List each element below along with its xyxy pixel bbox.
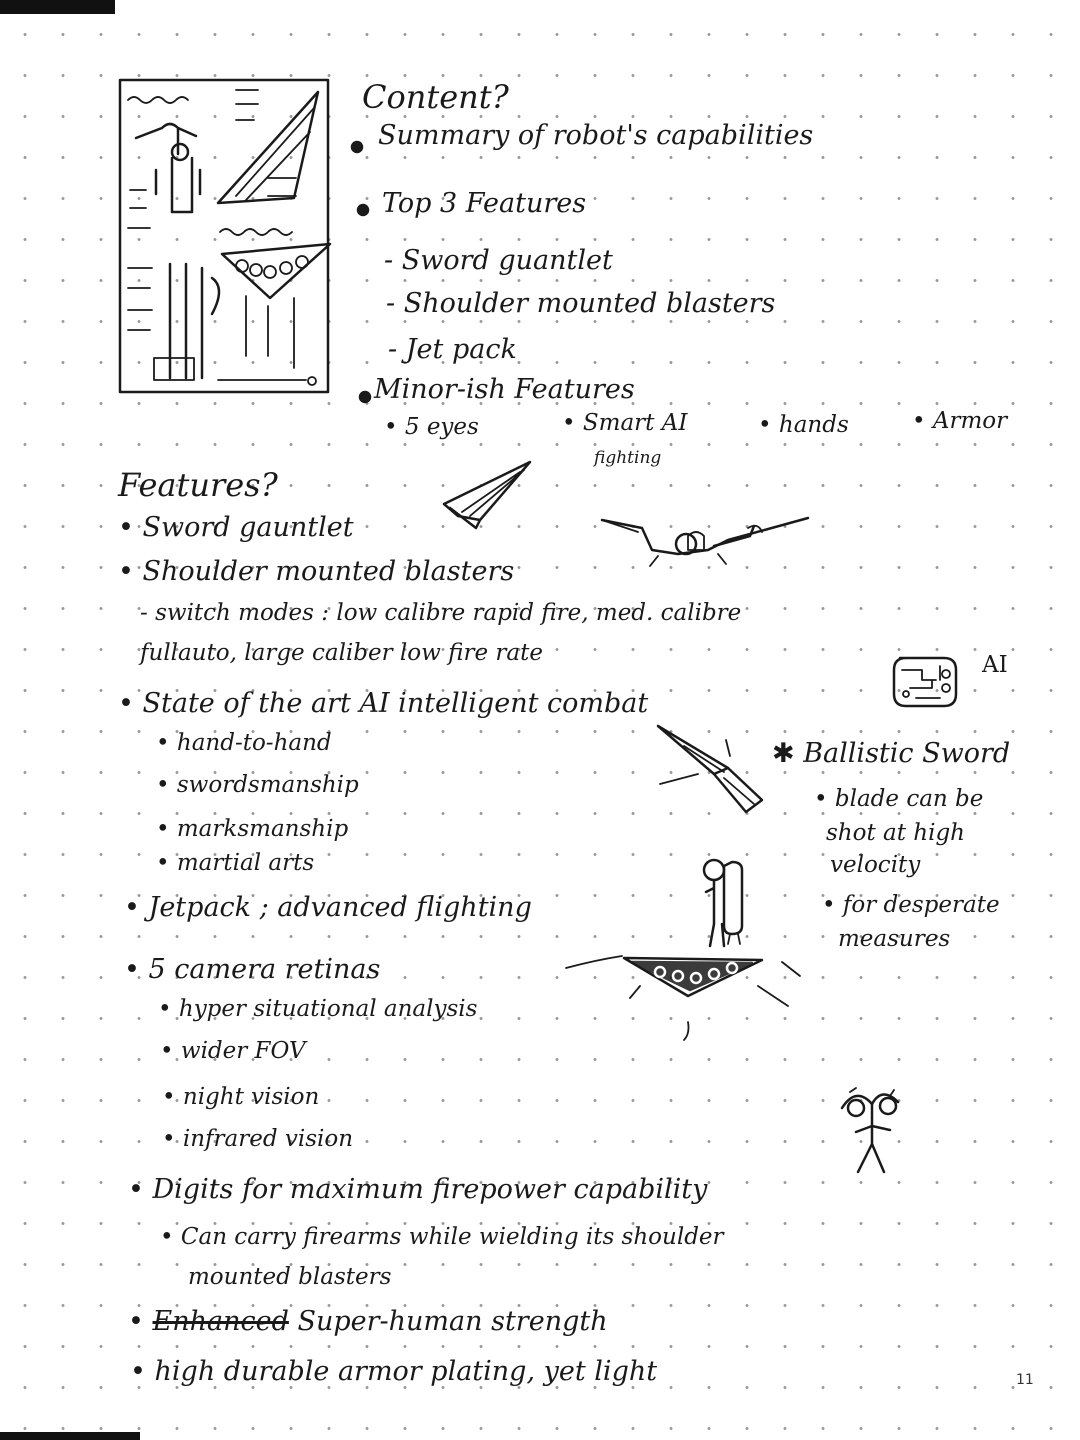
- strength-text: Super-human strength: [297, 1306, 608, 1337]
- ballistic-sword-sketch: [654, 722, 770, 820]
- feature-camera-retinas: • 5 camera retinas: [124, 954, 381, 985]
- ballistic-note-5: measures: [838, 926, 951, 952]
- shoulder-blasters-sketch: [598, 510, 818, 576]
- bullet-icon: [358, 390, 372, 404]
- camera-item-situational: • hyper situational analysis: [158, 996, 478, 1022]
- ai-item-swordsmanship: • swordsmanship: [156, 772, 359, 798]
- top3-item-1: - Sword guantlet: [384, 245, 613, 276]
- jetpack-sketch: [700, 854, 760, 952]
- digits-sub-1: • Can carry firearms while wielding its shoulder: [160, 1224, 724, 1250]
- switch-modes-line: - switch modes : low calibre rapid fire, med. calibre: [140, 600, 742, 626]
- feature-shoulder-blasters: • Shoulder mounted blasters: [118, 556, 515, 587]
- ballistic-sword-title: Ballistic Sword: [803, 738, 1011, 769]
- minor-ai: • Smart AI: [562, 410, 688, 436]
- ballistic-note-4: • for desperate: [822, 892, 1000, 918]
- summary-bullet: Summary of robot's capabilities: [378, 120, 814, 151]
- feature-sword-gauntlet: • Sword gauntlet: [118, 512, 354, 543]
- top3-item-3: - Jet pack: [388, 334, 517, 365]
- ai-item-marksmanship: • marksmanship: [156, 816, 349, 842]
- ai-chip-icon: [886, 650, 970, 716]
- switch-modes-line-2: fullauto, large caliber low fire rate: [140, 640, 543, 666]
- ballistic-note-1: • blade can be: [814, 786, 984, 812]
- feature-digits: • Digits for maximum firepower capability: [128, 1174, 708, 1205]
- content-heading: Content?: [362, 78, 509, 116]
- bullet-dot: •: [128, 1306, 153, 1337]
- ai-chip-label: AI: [982, 652, 1008, 678]
- top3-bullet: Top 3 Features: [382, 188, 587, 219]
- feature-strength: [128, 1306, 608, 1337]
- bullet-icon: [356, 203, 370, 217]
- camera-item-night: • night vision: [162, 1084, 320, 1110]
- minor-eyes: • 5 eyes: [384, 414, 479, 440]
- top3-item-2: - Shoulder mounted blasters: [386, 288, 776, 319]
- minor-armor: • Armor: [912, 408, 1008, 434]
- minor-ai-sub: fighting: [594, 448, 662, 468]
- scan-edge-top: [0, 0, 115, 14]
- ballistic-note-2: shot at high: [826, 820, 965, 846]
- ai-item-martial-arts: • martial arts: [156, 850, 315, 876]
- sword-gauntlet-sketch: [440, 458, 536, 538]
- ai-item-hand-to-hand: • hand-to-hand: [156, 730, 332, 756]
- camera-item-infrared: • infrared vision: [162, 1126, 354, 1152]
- features-heading: Features?: [118, 466, 278, 504]
- digits-figure-sketch: [836, 1084, 916, 1176]
- page-layout-sketch: [118, 78, 332, 396]
- star-icon: ✱: [772, 738, 804, 769]
- scan-edge-bottom: [0, 1432, 140, 1440]
- digits-sub-2: mounted blasters: [188, 1264, 392, 1290]
- page-number: 11: [1016, 1372, 1034, 1388]
- feature-jetpack: • Jetpack ; advanced flighting: [124, 892, 532, 923]
- camera-visor-sketch: [562, 950, 806, 1042]
- minor-bullet: Minor-ish Features: [374, 374, 635, 405]
- ballistic-note-3: velocity: [830, 852, 921, 878]
- bullet-icon: [350, 140, 364, 154]
- ballistic-sword-heading: [772, 738, 1010, 769]
- feature-armor: • high durable armor plating, yet light: [130, 1356, 658, 1387]
- feature-ai-combat: • State of the art AI intelligent combat: [118, 688, 649, 719]
- strength-crossed-out: Enhanced: [152, 1306, 289, 1337]
- camera-item-fov: • wider FOV: [160, 1038, 306, 1064]
- minor-hands: • hands: [758, 412, 849, 438]
